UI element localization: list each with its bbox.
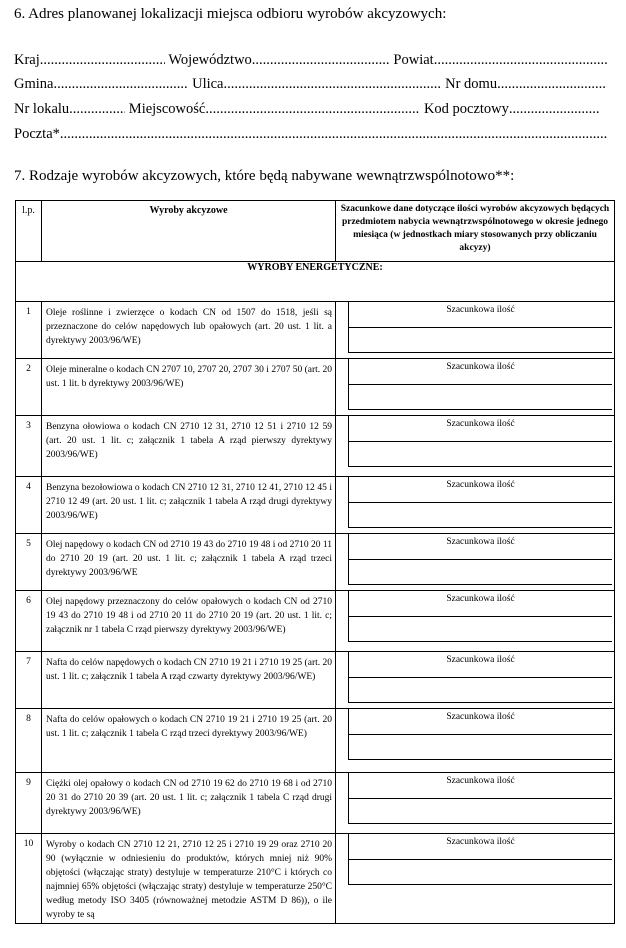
row-description-text: Oleje mineralne o kodach CN 2707 10, 2707 20, 2707 30 i 2707 50 (art. 20 ust. 1 lit. b dyrektywy 2003/96/WE) xyxy=(46,365,333,389)
nr-domu-label: Nr domu xyxy=(445,76,498,92)
kraj-label: Kraj xyxy=(14,52,40,68)
row-quantity-cell xyxy=(336,773,615,834)
quantity-box xyxy=(348,834,612,885)
row-description-text: Olej napędowy o kodach CN od 2710 19 43 do 2710 19 48 i od 2710 20 11 do 2710 20 19 (art. 20 ust. 1 lit. c; załącznik 1 tabela A rząd trzeci dyrektywy 2003/96/WE xyxy=(46,540,332,578)
row-lp: 3 xyxy=(16,416,42,477)
row-description-text: Nafta do celów napędowych o kodach CN 2710 19 21 i 2710 19 25 (art. 20 ust. 1 lit. c; załącznik 1 tabela A rząd czwarty dyrektywy 2003/96/WE) xyxy=(46,658,332,682)
category-row xyxy=(16,262,615,302)
wojewodztwo-field[interactable] xyxy=(252,52,390,69)
quantity-box xyxy=(348,773,612,824)
row-lp: 2 xyxy=(16,359,42,416)
quantity-label: Szacunkowa ilość xyxy=(349,773,612,799)
ulica-label: Ulica xyxy=(192,76,224,92)
row-description-text: Benzyna bezołowiowa o kodach CN 2710 12 31, 2710 12 41, 2710 12 45 i 2710 12 49 (art. 20 ust. 1 lit. c; załącznik 1 tabela A rząd drugi dyrektywy 2003/96/WE) xyxy=(46,483,332,521)
quantity-input[interactable] xyxy=(349,799,612,824)
quantity-box xyxy=(348,591,612,642)
nr-lokalu-label: Nr lokalu xyxy=(14,101,70,117)
row-description xyxy=(42,359,336,416)
row-description-text: Oleje roślinne i zwierzęce o kodach CN od 1507 do 1518, jeśli są przeznaczone do celów napędowych lub opałowych (art. 20 ust. 1 lit. a dyrektywy 2003/96/WE) xyxy=(46,308,332,346)
quantity-input[interactable] xyxy=(349,442,612,467)
row-quantity-cell xyxy=(336,302,615,359)
row-quantity-cell xyxy=(336,416,615,477)
quantity-box xyxy=(348,302,612,353)
row-description-text: Wyroby o kodach CN 2710 12 21, 2710 12 25 i 2710 19 29 oraz 2710 20 90 (wyłącznie w odniesieniu do produktów, których mniej niż 90% objętości (włączając straty) destyluje w temperaturze 210°C i których co najmniej 65% objętości (włączając straty) destyluje w temperaturze 250°C według metody ISO 3405 (równoważnej metodzie ASTM D 86)), o ile wyroby te są xyxy=(46,840,332,920)
row-lp: 9 xyxy=(16,773,42,834)
quantity-box xyxy=(348,477,612,528)
quantity-input[interactable] xyxy=(349,503,612,528)
table-header-row xyxy=(16,201,615,262)
row-quantity-cell xyxy=(336,709,615,773)
header-goods: Wyroby akcyzowe xyxy=(42,201,336,262)
table-row xyxy=(16,709,615,773)
gmina-label: Gmina xyxy=(14,76,54,92)
miejscowosc-field[interactable] xyxy=(205,101,420,118)
table-row xyxy=(16,359,615,416)
quantity-label: Szacunkowa ilość xyxy=(349,591,612,617)
gmina-field[interactable] xyxy=(53,76,188,93)
row-quantity-cell xyxy=(336,477,615,534)
row-description xyxy=(42,477,336,534)
kod-pocztowy-label: Kod pocztowy xyxy=(423,101,509,117)
row-lp: 1 xyxy=(16,302,42,359)
row-lp: 8 xyxy=(16,709,42,773)
row-quantity-cell xyxy=(336,359,615,416)
address-line-2 xyxy=(14,76,614,96)
quantity-label: Szacunkowa ilość xyxy=(349,302,612,328)
quantity-input[interactable] xyxy=(349,560,612,585)
poczta-label: Poczta* xyxy=(14,126,60,142)
quantity-input[interactable] xyxy=(349,860,612,885)
quantity-input[interactable] xyxy=(349,617,612,642)
table-row xyxy=(16,652,615,709)
table-row xyxy=(16,534,615,591)
ulica-field[interactable] xyxy=(224,76,442,93)
row-description xyxy=(42,534,336,591)
header-lp: l.p. xyxy=(16,201,42,262)
quantity-label: Szacunkowa ilość xyxy=(349,534,612,560)
row-description-text: Ciężki olej opałowy o kodach CN od 2710 19 62 do 2710 19 68 i od 2710 20 31 do 2710 20 39 (art. 20 ust. 1 lit. c; załącznik 1 tabela C rząd drugi dyrektywy 2003/96/WE) xyxy=(46,779,332,817)
table-row xyxy=(16,416,615,477)
quantity-label: Szacunkowa ilość xyxy=(349,834,612,860)
quantity-label: Szacunkowa ilość xyxy=(349,416,612,442)
row-lp: 7 xyxy=(16,652,42,709)
category-label: WYROBY ENERGETYCZNE: xyxy=(16,262,615,302)
row-description-text: Olej napędowy przeznaczony do celów opałowych o kodach CN od 2710 19 43 do 2710 19 48 i od 2710 20 11 do 2710 20 19 (art. 20 ust. 1 lit. c; załącznik nr 1 tabela C rząd pierwszy dyrektywy 2003/96/WE) xyxy=(46,597,332,635)
quantity-input[interactable] xyxy=(349,678,612,703)
address-line-4 xyxy=(14,126,614,146)
row-description xyxy=(42,591,336,652)
row-lp: 10 xyxy=(16,834,42,924)
quantity-box xyxy=(348,534,612,585)
quantity-label: Szacunkowa ilość xyxy=(349,709,612,735)
poczta-field[interactable] xyxy=(60,126,608,143)
table-row xyxy=(16,834,615,924)
powiat-label: Powiat xyxy=(393,52,434,68)
table-row xyxy=(16,302,615,359)
row-quantity-cell xyxy=(336,591,615,652)
nr-domu-field[interactable] xyxy=(497,76,607,93)
row-lp: 6 xyxy=(16,591,42,652)
row-description-text: Nafta do celów opałowych o kodach CN 2710 19 21 i 2710 19 25 (art. 20 ust. 1 lit. c; załącznik 1 tabela C rząd trzeci dyrektywy 2003/96/WE) xyxy=(46,715,332,739)
quantity-label: Szacunkowa ilość xyxy=(349,359,612,385)
row-description-text: Benzyna ołowiowa o kodach CN 2710 12 31, 2710 12 51 i 2710 12 59 (art. 20 ust. 1 lit. c; załącznik 1 tabela A rząd pierwszy dyrektywy 2003/96/WE) xyxy=(46,422,332,460)
row-description xyxy=(42,773,336,834)
row-quantity-cell xyxy=(336,534,615,591)
quantity-box xyxy=(348,416,612,467)
quantity-box xyxy=(348,709,612,760)
kod-pocztowy-field[interactable] xyxy=(509,101,599,118)
table-row xyxy=(16,477,615,534)
powiat-field[interactable] xyxy=(434,52,607,69)
row-lp: 4 xyxy=(16,477,42,534)
row-description xyxy=(42,709,336,773)
quantity-input[interactable] xyxy=(349,735,612,760)
address-line-3 xyxy=(14,101,614,121)
quantity-input[interactable] xyxy=(349,385,612,410)
section7-heading: 7. Rodzaje wyrobów akcyzowych, które będą nabywane wewnątrzwspólnotowo**: xyxy=(14,168,515,184)
table-row xyxy=(16,773,615,834)
row-description xyxy=(42,416,336,477)
row-description xyxy=(42,652,336,709)
table-row xyxy=(16,591,615,652)
quantity-input[interactable] xyxy=(349,328,612,353)
row-lp: 5 xyxy=(16,534,42,591)
row-quantity-cell xyxy=(336,652,615,709)
header-quantity: Szacunkowe dane dotyczące ilości wyrobów akcyzowych będących przedmiotem nabycia wewnątrzwspólnotowego w okresie jednego miesiąca (w jednostkach miary stosowanych przy obliczaniu akcyzy) xyxy=(336,201,615,262)
miejscowosc-label: Miejscowość xyxy=(128,101,206,117)
excise-goods-table xyxy=(15,200,615,924)
quantity-label: Szacunkowa ilość xyxy=(349,652,612,678)
quantity-box xyxy=(348,359,612,410)
row-description xyxy=(42,302,336,359)
wojewodztwo-label: Województwo xyxy=(168,52,252,68)
kraj-field[interactable] xyxy=(40,52,165,69)
row-quantity-cell xyxy=(336,834,615,924)
address-line-1 xyxy=(14,52,614,72)
nr-lokalu-field[interactable] xyxy=(69,101,125,118)
row-description xyxy=(42,834,336,924)
quantity-box xyxy=(348,652,612,703)
quantity-label: Szacunkowa ilość xyxy=(349,477,612,503)
section6-heading: 6. Adres planowanej lokalizacji miejsca odbioru wyrobów akcyzowych: xyxy=(14,6,447,22)
